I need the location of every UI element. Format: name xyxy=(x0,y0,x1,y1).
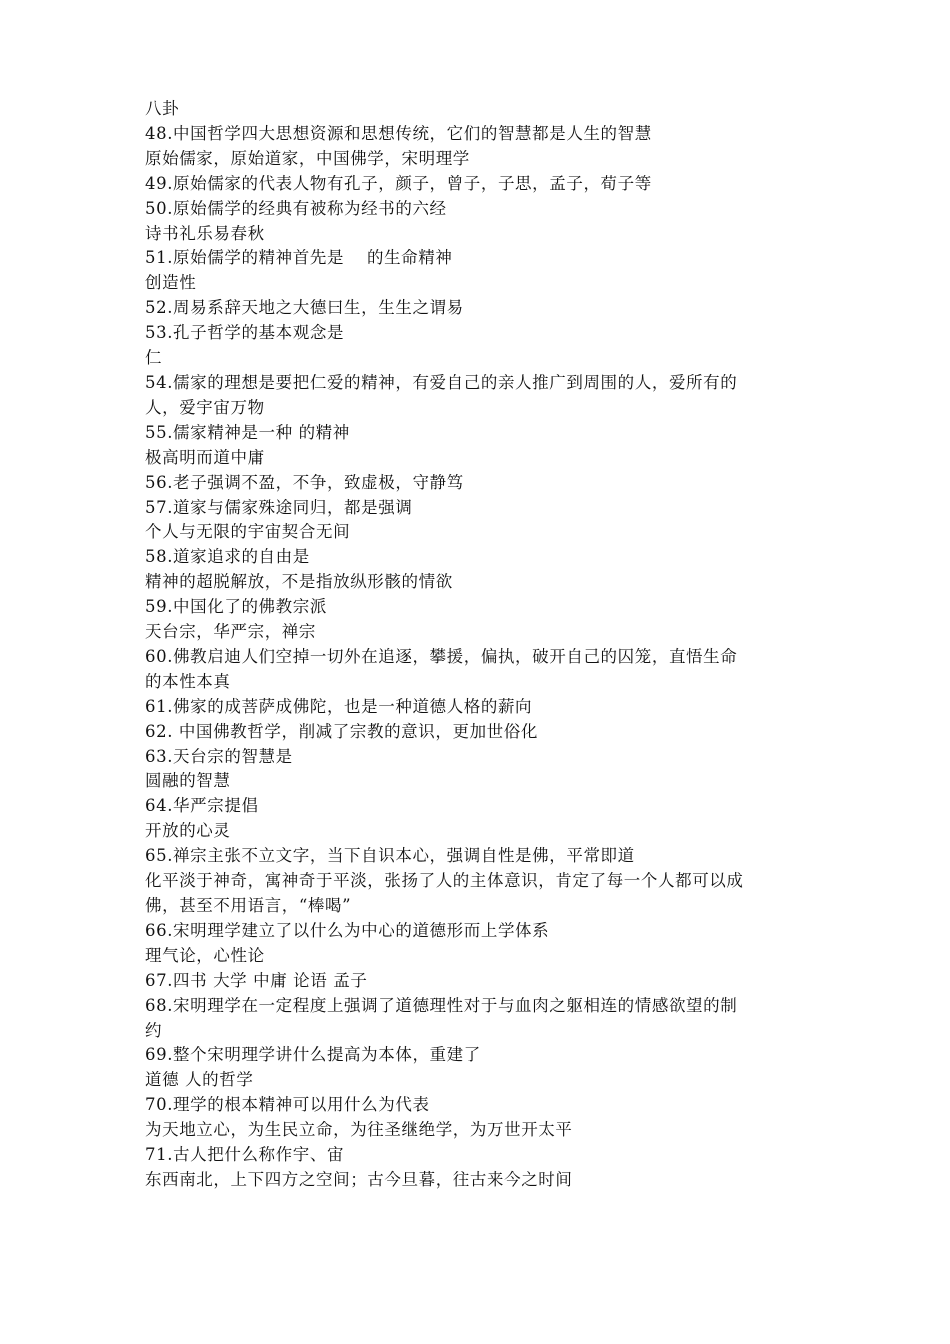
text-line: 东西南北，上下四方之空间；古今旦暮，往古来今之时间 xyxy=(145,1169,573,1189)
text-line: 51.原始儒学的精神首先是 的生命精神 xyxy=(145,248,453,268)
text-line: 66.宋明理学建立了以什么为中心的道德形而上学体系 xyxy=(145,920,550,940)
text-line: 圆融的智慧 xyxy=(145,771,231,791)
text-line: 71.古人把什么称作宇、宙 xyxy=(145,1145,345,1165)
text-line: 53.孔子哲学的基本观念是 xyxy=(145,323,345,343)
text-line: 63.天台宗的智慧是 xyxy=(145,746,293,766)
text-line: 约 xyxy=(145,1020,163,1040)
text-line: 48.中国哲学四大思想资源和思想传统，它们的智慧都是人生的智慧 xyxy=(145,123,652,143)
text-line: 创造性 xyxy=(145,273,197,293)
text-line: 开放的心灵 xyxy=(145,821,231,841)
text-line: 56.老子强调不盈，不争，致虚极，守静笃 xyxy=(145,472,464,492)
text-line: 人，爱宇宙万物 xyxy=(145,397,265,417)
text-line: 68.宋明理学在一定程度上强调了道德理性对于与血肉之躯相连的情感欲望的制 xyxy=(145,995,738,1015)
text-line: 的本性本真 xyxy=(145,671,231,691)
text-line: 仁 xyxy=(145,348,163,368)
text-line: 54.儒家的理想是要把仁爱的精神，有爱自己的亲人推广到周围的人，爱所有的 xyxy=(145,372,738,392)
text-line: 69.整个宋明理学讲什么提高为本体，重建了 xyxy=(145,1045,481,1065)
text-line: 个人与无限的宇宙契合无间 xyxy=(145,522,351,542)
text-line: 64.华严宗提倡 xyxy=(145,796,259,816)
text-line: 为天地立心，为生民立命，为往圣继绝学，为万世开太平 xyxy=(145,1120,573,1140)
text-line: 极高明而道中庸 xyxy=(145,447,265,467)
text-line: 60.佛教启迪人们空掉一切外在追逐，攀援，偏执，破开自己的囚笼，直悟生命 xyxy=(145,646,738,666)
text-line: 52.周易系辞天地之大德曰生，生生之谓易 xyxy=(145,298,464,318)
text-line: 天台宗，华严宗，禅宗 xyxy=(145,622,316,642)
text-line: 62. 中国佛教哲学，削减了宗教的意识，更加世俗化 xyxy=(145,721,538,741)
text-line: 八卦 xyxy=(145,99,180,118)
text-line: 59.中国化了的佛教宗派 xyxy=(145,597,327,617)
text-line: 佛，甚至不用语言，“棒喝” xyxy=(145,896,352,915)
text-line: 65.禅宗主张不立文字，当下自识本心，强调自性是佛，平常即道 xyxy=(145,846,635,866)
text-line: 70.理学的根本精神可以用什么为代表 xyxy=(145,1095,430,1115)
text-line: 诗书礼乐易春秋 xyxy=(145,223,265,243)
text-line: 道德 人的哲学 xyxy=(145,1070,254,1090)
text-line: 55.儒家精神是一种 的精神 xyxy=(145,422,350,442)
text-line: 理气论，心性论 xyxy=(145,945,265,965)
text-line: 57.道家与儒家殊途同归，都是强调 xyxy=(145,497,413,517)
text-line: 精神的超脱解放，不是指放纵形骸的情欲 xyxy=(145,572,453,592)
document-body xyxy=(145,97,810,1193)
text-line: 化平淡于神奇，寓神奇于平淡，张扬了人的主体意识，肯定了每一个人都可以成 xyxy=(145,871,744,891)
text-line: 58.道家追求的自由是 xyxy=(145,547,310,567)
text-line: 49.原始儒家的代表人物有孔子，颜子，曾子，子思，孟子，荀子等 xyxy=(145,173,652,193)
text-line: 原始儒家，原始道家，中国佛学，宋明理学 xyxy=(145,148,470,168)
text-line: 50.原始儒学的经典有被称为经书的六经 xyxy=(145,198,447,218)
text-line: 67.四书 大学 中庸 论语 孟子 xyxy=(145,970,368,990)
text-line: 61.佛家的成菩萨成佛陀，也是一种道德人格的薪向 xyxy=(145,696,533,716)
